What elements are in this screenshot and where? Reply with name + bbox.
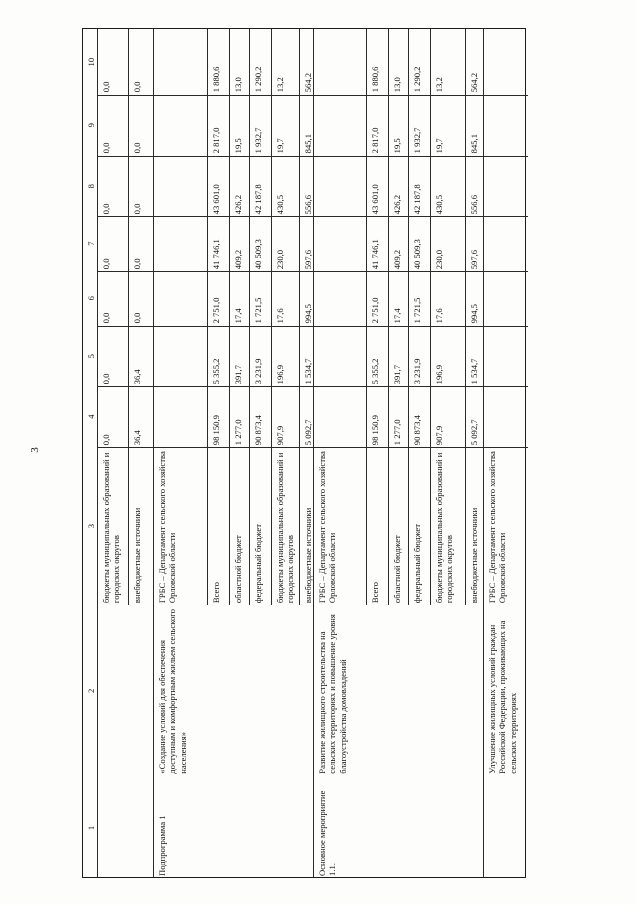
value-cell [154,156,207,216]
column-header [83,156,97,216]
value-cell-text: 41 746,1 [370,239,380,270]
value-cell-text: 994,5 [303,304,313,324]
value-cell-text: 391,7 [233,364,243,384]
value-cell-text [154,157,207,216]
funding-source [129,447,155,605]
funding-source [98,447,128,605]
value-cell [367,29,389,95]
value-cell-text: 597,6 [469,249,479,270]
funding-source-text: областной бюджет [233,535,243,604]
value-cell-text: 430,5 [434,194,444,214]
row-label-col2 [98,605,154,777]
value-cell [154,216,207,271]
value-cell-text: 1 880,6 [370,66,380,93]
value-cell [208,326,230,386]
value-cell [250,156,272,216]
value-cell-text: 0,0 [101,81,111,93]
table-sub-row [465,29,484,605]
value-cell-text: 2 817,0 [211,127,221,154]
value-cell-text: 19,5 [392,138,402,154]
funding-source-text: бюджеты муниципальных образований и городских округов [434,452,455,604]
funding-source-text: ГРБС – Департамент сельского хозяйства Орловской области [157,451,178,604]
value-cell-text: 5 355,2 [370,358,380,384]
value-cell-text: 409,2 [392,249,402,270]
value-cell-text: 5 092,7 [469,419,479,446]
value-cell [272,326,300,386]
value-cell [431,156,466,216]
value-cell-text: 845,1 [303,134,313,154]
funding-source [409,447,431,605]
column-header [83,386,97,447]
value-cell [230,29,250,95]
funding-source-text: внебюджетные источники [132,507,142,604]
header-row [83,29,97,877]
value-cell-text: 17,4 [392,308,402,324]
value-cell [129,156,155,216]
value-cell-text: 1 880,6 [211,66,221,93]
value-cell [409,326,431,386]
value-cell [484,216,528,271]
value-cell-text [484,29,528,95]
value-cell-text: 0,0 [132,312,142,324]
value-cell [272,156,300,216]
row-label-col2 [484,605,528,777]
value-cell [367,156,389,216]
value-cell [314,216,366,271]
value-cell-text: 3 231,9 [412,358,422,384]
funding-source-text: ГРБС – Департамент сельского хозяйства Орловской области [487,451,508,604]
value-cell [431,95,466,155]
value-cell [389,271,409,325]
value-cell [129,386,155,447]
value-cell [409,29,431,95]
value-cell-text [154,29,207,95]
value-cell [250,95,272,155]
value-cell-text: 3 231,9 [253,358,263,384]
value-cell-text: 1 290,2 [412,66,422,93]
value-cell-text: 2 751,0 [211,297,221,324]
value-cell-text: 42 187,8 [412,183,422,214]
funding-source-text: Всего [211,582,221,604]
value-cell [367,326,389,386]
value-cell [484,95,528,155]
value-cell [230,271,250,325]
table-row-group [97,29,153,877]
value-cell-text: 36,4 [132,368,142,384]
value-cell-text: 0,0 [101,312,111,324]
value-cell [250,29,272,95]
value-cell-text [314,272,366,325]
value-cell-text: 40 509,3 [253,239,263,270]
value-cell [98,29,128,95]
value-cell [314,326,366,386]
value-cell [129,95,155,155]
value-cell-text [154,96,207,155]
value-cell-text [154,272,207,325]
funding-source [431,447,466,605]
value-cell-text: 42 187,8 [253,183,263,214]
value-cell [98,156,128,216]
value-cell-text [314,217,366,271]
column-header-text: 10 [86,57,96,67]
value-cell [208,95,230,155]
value-cell-text: 0,0 [101,142,111,154]
value-cell-text: 13,0 [392,77,402,93]
column-header-text: 2 [86,689,96,694]
value-cell [409,386,431,447]
column-header [83,326,97,386]
value-cell [431,29,466,95]
value-cell-text [484,157,528,216]
value-cell-text: 564,2 [469,72,479,93]
value-cell-text: 556,6 [303,194,313,214]
table-sub-row [484,29,528,605]
row-label-col2-text: Развитие жилищного строительства на сельских территориях и повышение уровня благоустройства домовладений [317,614,348,774]
table-row-group [483,29,527,877]
value-cell-text: 1 721,5 [412,297,422,324]
value-cell-text: 556,6 [469,194,479,214]
column-header [83,447,97,605]
table-sub-row [430,29,465,605]
row-label-col1 [314,777,484,879]
value-cell [129,29,155,95]
row-label-col2-text: «Создание условий для обеспечения доступным и комфортным жильем сельского населения» [157,609,188,774]
value-cell-text: 1 932,7 [412,127,422,154]
value-cell-text [484,327,528,386]
value-cell [272,271,300,325]
value-cell [314,29,366,95]
table-sub-row [314,29,366,605]
value-cell-text [484,96,528,155]
value-cell-text [154,217,207,271]
value-cell-text: 40 509,3 [412,239,422,270]
budget-table [82,28,526,878]
row-label-col1-text [98,777,154,879]
value-cell [154,386,207,447]
value-cell [389,386,409,447]
value-cell [154,95,207,155]
value-cell [431,216,466,271]
value-cell [367,271,389,325]
value-cell-text [314,96,366,155]
value-cell-text: 19,7 [434,138,444,154]
value-cell [484,29,528,95]
value-cell [409,216,431,271]
value-cell-text: 230,0 [434,249,444,270]
funding-source-text: федеральный бюджет [253,524,263,604]
value-cell [230,326,250,386]
row-label-col2-text: Улучшение жилищных условий граждан Российской Федерации, проживающих на сельских территориях [487,620,518,774]
row-label-col1-text [484,777,528,879]
value-cell-text: 13,0 [233,77,243,93]
value-cell-text [154,327,207,386]
value-cell-text: 196,9 [275,364,285,384]
funding-source-text: ГРБС – Департамент сельского хозяйства Орловской области [317,451,338,604]
column-header [83,216,97,271]
value-cell-text [314,157,366,216]
value-cell-text: 36,4 [132,430,142,446]
table-sub-row [154,29,207,605]
value-cell-text: 19,5 [233,138,243,154]
funding-source-text: областной бюджет [392,535,402,604]
funding-source [484,447,528,605]
value-cell-text: 597,6 [303,249,313,270]
value-cell-text: 0,0 [132,81,142,93]
value-cell [272,386,300,447]
value-cell [431,326,466,386]
value-cell [484,326,528,386]
value-cell-text: 994,5 [469,304,479,324]
value-cell [314,95,366,155]
value-cell [484,386,528,447]
value-cell-text: 17,6 [434,308,444,324]
value-cell-text: 0,0 [101,258,111,270]
funding-source-text: бюджеты муниципальных образований и городских округов [101,452,122,604]
value-cell [431,386,466,447]
funding-source-text: внебюджетные источники [469,507,479,604]
column-header [83,29,97,95]
value-cell [250,216,272,271]
column-header-text: 7 [86,241,96,246]
table-sub-row [229,29,249,605]
value-cell-text: 41 746,1 [211,239,221,270]
value-cell-text: 43 601,0 [211,183,221,214]
column-header-text: 8 [86,183,96,188]
value-cell [367,95,389,155]
value-cell-text: 17,6 [275,308,285,324]
value-cell [272,29,300,95]
value-cell-text: 409,2 [233,249,243,270]
value-cell [314,386,366,447]
value-cell [98,386,128,447]
value-cell-text: 426,2 [233,194,243,214]
funding-source-text: бюджеты муниципальных образований и городских округов [275,452,296,604]
value-cell [230,156,250,216]
funding-source-text: федеральный бюджет [412,524,422,604]
value-cell-text: 43 601,0 [370,183,380,214]
table-sub-row [388,29,408,605]
value-cell-text: 0,0 [132,142,142,154]
value-cell-text: 2 751,0 [370,297,380,324]
funding-source [367,447,389,605]
value-cell-text [314,29,366,95]
value-cell [230,95,250,155]
table-sub-row [128,29,154,605]
value-cell-text: 90 873,4 [412,415,422,446]
value-cell-text: 13,2 [434,77,444,93]
table-row-group [153,29,313,877]
value-cell-text: 0,0 [101,203,111,214]
value-cell [250,271,272,325]
value-cell [98,216,128,271]
column-header-text: 9 [86,123,96,128]
column-header-text: 1 [86,825,96,831]
value-cell-text: 1 534,7 [303,358,313,384]
value-cell [208,29,230,95]
value-cell-text [484,217,528,271]
value-cell [98,95,128,155]
value-cell-text: 1 277,0 [233,419,243,446]
row-label-col1-text: Основное мероприятие 1.1. [317,790,338,876]
value-cell-text: 90 873,4 [253,415,263,446]
table-sub-row [366,29,388,605]
value-cell [484,156,528,216]
value-cell-text: 426,2 [392,194,402,214]
value-cell [389,156,409,216]
value-cell [484,271,528,325]
page-number: 3 [28,447,41,453]
row-label-col1 [98,777,154,879]
value-cell [367,386,389,447]
funding-source [314,447,366,605]
funding-source [389,447,409,605]
value-cell-text: 907,9 [275,425,285,446]
row-label-col1-text: Подпрограмма 1 [157,815,167,876]
value-cell-text [154,387,207,447]
value-cell [250,326,272,386]
value-cell-text: 564,2 [303,72,313,93]
value-cell-text [314,387,366,447]
value-cell-text [484,272,528,325]
table-sub-row [98,29,128,605]
value-cell-text: 5 355,2 [211,358,221,384]
value-cell [409,156,431,216]
value-cell [367,216,389,271]
table-row-group [313,29,483,877]
column-header-text: 4 [86,414,96,419]
column-header [83,271,97,325]
row-label-col2-text [98,605,154,777]
funding-source [272,447,300,605]
value-cell [250,386,272,447]
value-cell [154,326,207,386]
column-header-text: 3 [86,524,96,529]
table-sub-row [299,29,314,605]
value-cell [409,271,431,325]
column-header-text: 6 [86,296,96,301]
value-cell-text: 230,0 [275,249,285,270]
value-cell [129,271,155,325]
value-cell-text: 13,2 [275,77,285,93]
value-cell [230,386,250,447]
table-sub-row [408,29,430,605]
column-header [83,777,97,879]
row-label-col1 [484,777,528,879]
value-cell [314,271,366,325]
funding-source [250,447,272,605]
value-cell-text: 907,9 [434,425,444,446]
table-sub-row [271,29,299,605]
value-cell-text: 1 932,7 [253,127,263,154]
value-cell-text: 2 817,0 [370,127,380,154]
value-cell-text: 391,7 [392,364,402,384]
value-cell [409,95,431,155]
row-label-col1 [154,777,314,879]
value-cell-text: 0,0 [101,434,111,446]
value-cell-text: 5 092,7 [303,419,313,446]
value-cell-text: 430,5 [275,194,285,214]
value-cell [389,29,409,95]
value-cell-text: 98 150,9 [370,415,380,446]
value-cell [230,216,250,271]
funding-source-text: Всего [370,582,380,604]
table-sub-row [249,29,271,605]
value-cell-text: 1 290,2 [253,66,263,93]
value-cell-text: 19,7 [275,138,285,154]
row-label-col2 [154,605,314,777]
value-cell [208,156,230,216]
value-cell-text: 1 534,7 [469,358,479,384]
value-cell [431,271,466,325]
value-cell-text [314,327,366,386]
value-cell [208,386,230,447]
value-cell [208,216,230,271]
value-cell-text: 1 721,5 [253,297,263,324]
value-cell-text: 0,0 [101,373,111,384]
value-cell [154,29,207,95]
value-cell [314,156,366,216]
value-cell [389,95,409,155]
row-label-col2 [314,605,484,777]
column-header [83,95,97,155]
funding-source [208,447,230,605]
value-cell-text: 17,4 [233,308,243,324]
value-cell [154,271,207,325]
value-cell-text [484,387,528,447]
value-cell [129,326,155,386]
value-cell [389,326,409,386]
value-cell [272,95,300,155]
value-cell [208,271,230,325]
funding-source [154,447,207,605]
value-cell [389,216,409,271]
value-cell-text: 0,0 [132,203,142,214]
value-cell [98,326,128,386]
value-cell-text: 0,0 [132,258,142,270]
column-header-text: 5 [86,353,96,358]
value-cell [272,216,300,271]
value-cell-text: 98 150,9 [211,415,221,446]
column-header [83,605,97,777]
value-cell-text: 1 277,0 [392,419,402,446]
funding-source [230,447,250,605]
value-cell [129,216,155,271]
funding-source-text: внебюджетные источники [303,507,313,604]
value-cell-text: 196,9 [434,364,444,384]
value-cell [98,271,128,325]
value-cell-text: 845,1 [469,134,479,154]
table-sub-row [207,29,229,605]
